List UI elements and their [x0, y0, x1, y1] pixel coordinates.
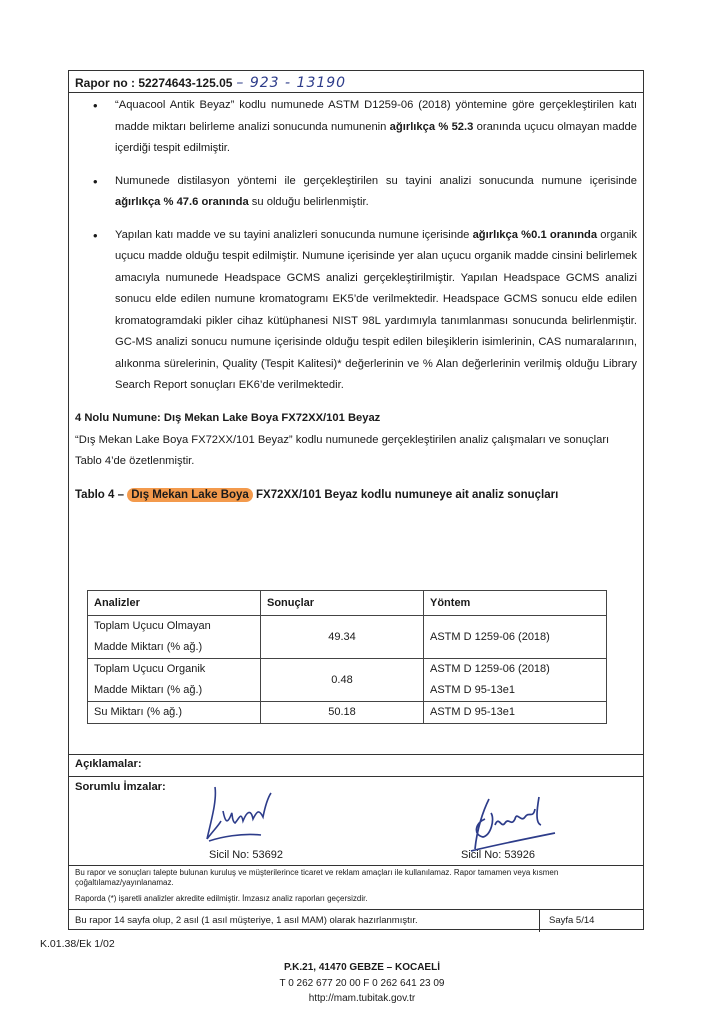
- website-link[interactable]: http://mam.tubitak.gov.tr: [308, 993, 416, 1004]
- divider: [69, 754, 643, 755]
- col-header-sonuclar: Sonuçlar: [261, 591, 424, 616]
- cell-analysis: Su Miktarı (% ağ.): [88, 702, 261, 724]
- table-caption: Tablo 4 – Dış Mekan Lake Boya FX72XX/101 Beyaz kodlu numuneye ait analiz sonuçları: [75, 488, 559, 501]
- signature-1-image: [201, 781, 291, 849]
- col-header-yontem: Yöntem: [424, 591, 607, 616]
- page-number: Sayfa 5/14: [549, 915, 595, 926]
- table-header-row: [88, 591, 607, 616]
- address-line-2: T 0 262 677 20 00 F 0 262 641 23 09: [279, 978, 445, 989]
- form-code: K.01.38/Ek 1/02: [40, 938, 115, 950]
- caption-highlight: Dış Mekan Lake Boya: [127, 488, 253, 502]
- table-row: [88, 616, 607, 659]
- cell-method: ASTM D 1259-06 (2018): [424, 616, 607, 659]
- cell-method: ASTM D 1259-06 (2018) ASTM D 95-13e1: [424, 659, 607, 702]
- report-header: [69, 71, 643, 93]
- handwritten-number: – 923 - 13190: [236, 75, 347, 91]
- pages-note: Bu rapor 14 sayfa olup, 2 asıl (1 asıl müşteriye, 1 asıl MAM) olarak hazırlanmıştır.: [75, 915, 418, 926]
- divider: [69, 776, 643, 777]
- address-line-1: P.K.21, 41470 GEBZE – KOCAELİ: [284, 962, 440, 973]
- bullet-1: • “Aquacool Antik Beyaz” kodlu numunede ASTM D1259-06 (2018) yöntemine göre gerçekleştirilen katı madde miktarı belirleme analizi sonucunda numunenin ağırlıkça % 52.3 oranında uçucu olmayan madde içerdiği tespit edilmiştir.: [75, 95, 637, 160]
- signatures-label: Sorumlu İmzalar:: [75, 781, 166, 793]
- signature-2-sicil: Sicil No: 53926: [461, 849, 535, 861]
- disclaimer-text: Bu rapor ve sonuçları talepte bulunan kuruluş ve müşterilerince ticaret ve reklam amaçları ile kullanılamaz. Rapor tamamen veya kısmen çoğaltılamaz/yayınlanamaz.: [75, 868, 559, 887]
- report-number: Rapor no : 52274643-125.05: [75, 76, 233, 90]
- col-header-analizler: Analizler: [88, 591, 261, 616]
- aciklamalar-label: Açıklamalar:: [75, 758, 142, 770]
- table-row: [88, 659, 607, 702]
- report-body: [75, 95, 637, 506]
- bullet-2: • Numunede distilasyon yöntemi ile gerçekleştirilen su tayini analizi sonucunda numune içerisinde ağırlıkça % 47.6 oranında su olduğu belirlenmiştir.: [75, 171, 637, 214]
- section-text: “Dış Mekan Lake Boya FX72XX/101 Beyaz” kodlu numunede gerçekleştirilen analiz çalışmaları ve sonuçları Tablo 4’de özetlenmiştir.: [75, 433, 610, 468]
- cell-result: 49.34: [261, 616, 424, 659]
- cell-analysis: Toplam Uçucu Olmayan Madde Miktarı (% ağ.): [88, 616, 261, 659]
- divider: [69, 865, 643, 866]
- cell-result: 50.18: [261, 702, 424, 724]
- cell-result: 0.48: [261, 659, 424, 702]
- section-title: 4 Nolu Numune: Dış Mekan Lake Boya FX72XX/101 Beyaz: [75, 412, 381, 425]
- signature-1-sicil: Sicil No: 53692: [209, 849, 283, 861]
- cell-method: ASTM D 95-13e1: [424, 702, 607, 724]
- accreditation-note: Raporda (*) işaretli analizler akredite edilmiştir. İmzasız analiz raporları geçersizdir.: [75, 894, 368, 903]
- divider: [539, 910, 540, 932]
- table-row: [88, 702, 607, 724]
- results-table: [87, 590, 607, 724]
- page-footer-row: [69, 909, 643, 932]
- cell-analysis: Toplam Uçucu Organik Madde Miktarı (% ağ.): [88, 659, 261, 702]
- report-frame: [68, 70, 644, 930]
- bullet-3: • Yapılan katı madde ve su tayini analizleri sonucunda numune içerisinde ağırlıkça %0.1 oranında organik uçucu madde olduğu tespit edilmiştir. Numune içerisinde yer alan uçucu organik madde cinsini belirlemek amacıyla numunede Headspace GCMS analizi gerçekleştirilmiştir. Yapılan Headspace GCMS analizi sonucu elde edilen numune kromatogramı EK5’de verilmektedir. Headspace GCMS sonucu elde edilen kromatogramdaki pikler cihaz kütüphanesi NIST 98L yardımıyla tanımlanması sonucunda belirlenmiştir. GC-MS analizi sonucu numune içerisinde olduğu tespit edilen bileşiklerin isimlerinin, CAS numaralarının, alıkonma sürelerinin, Quality (Tespit Kalitesi)* değerlerinin ve % Alan değerlerinin verilmiş olduğu Library Search Report sonuçları EK6’de verilmektedir.: [75, 225, 637, 397]
